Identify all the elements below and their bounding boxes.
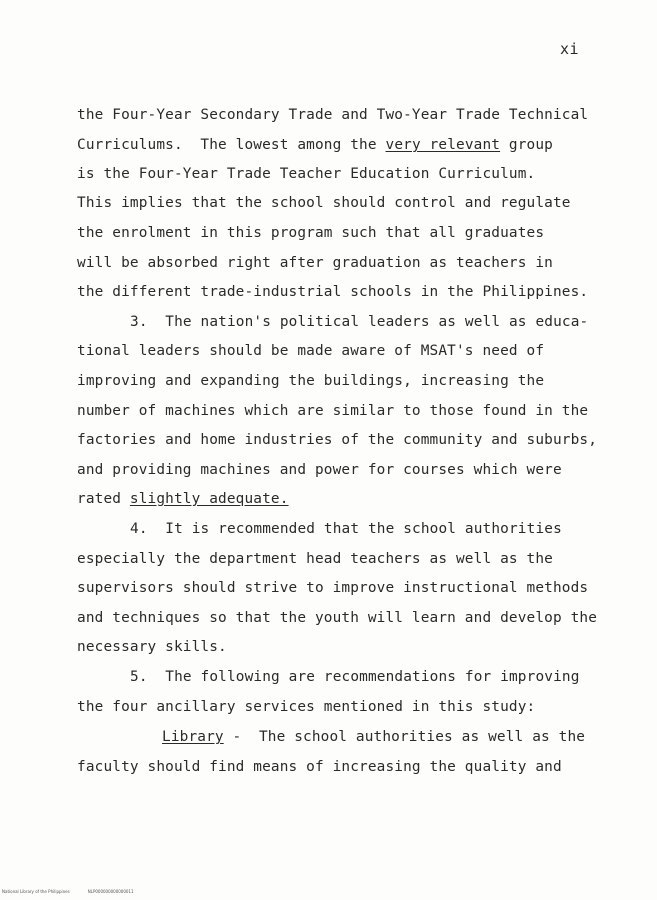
library-line: faculty should find means of increasing the quality and: [77, 759, 562, 775]
paragraph-5-line: the four ancillary services mentioned in this study:: [77, 699, 536, 715]
paragraph-3-line: 3. The nation's political leaders as well as educa-: [130, 314, 589, 330]
paragraph-3-line: tional leaders should be made aware of MSAT's need of: [77, 343, 545, 359]
library-line: Library - The school authorities as well as the: [162, 729, 586, 745]
paragraph-4-line: and techniques so that the youth will learn and develop the: [77, 610, 598, 626]
paragraph-3-line: and providing machines and power for courses which were: [77, 462, 562, 478]
paragraph-4-line: supervisors should strive to improve instructional methods: [77, 580, 589, 596]
paragraph-3-line: number of machines which are similar to those found in the: [77, 403, 589, 419]
footer-code: NLP000000000000011: [87, 889, 134, 894]
body-line: will be absorbed right after graduation as teachers in: [77, 255, 553, 271]
underlined-phrase: slightly adequate.: [129, 491, 289, 507]
library-heading: Library: [162, 729, 224, 745]
paragraph-3-line: factories and home industries of the community and suburbs,: [77, 432, 598, 448]
body-line: the different trade-industrial schools in the Philippines.: [77, 284, 589, 300]
page-number: xi: [560, 40, 580, 58]
paragraph-4-line: 4. It is recommended that the school authorities: [130, 521, 562, 537]
body-line: the enrolment in this program such that all graduates: [77, 225, 545, 241]
body-line: the Four-Year Secondary Trade and Two-Year Trade Technical: [77, 107, 589, 123]
paragraph-4-line: especially the department head teachers as well as the: [77, 551, 553, 567]
body-line: Curriculums. The lowest among the very relevant group: [77, 137, 553, 153]
paragraph-3-line: improving and expanding the buildings, increasing the: [77, 373, 545, 389]
footer-source: National Library of the Philippines: [2, 889, 70, 894]
paragraph-4-line: necessary skills.: [77, 639, 227, 655]
scan-footer: [2, 889, 134, 894]
body-line: is the Four-Year Trade Teacher Education Curriculum.: [77, 166, 536, 182]
body-line: This implies that the school should control and regulate: [77, 195, 571, 211]
underlined-phrase: very relevant: [385, 137, 501, 153]
paragraph-5-line: 5. The following are recommendations for improving: [130, 669, 580, 685]
paragraph-3-line: rated slightly adequate.: [77, 491, 289, 507]
